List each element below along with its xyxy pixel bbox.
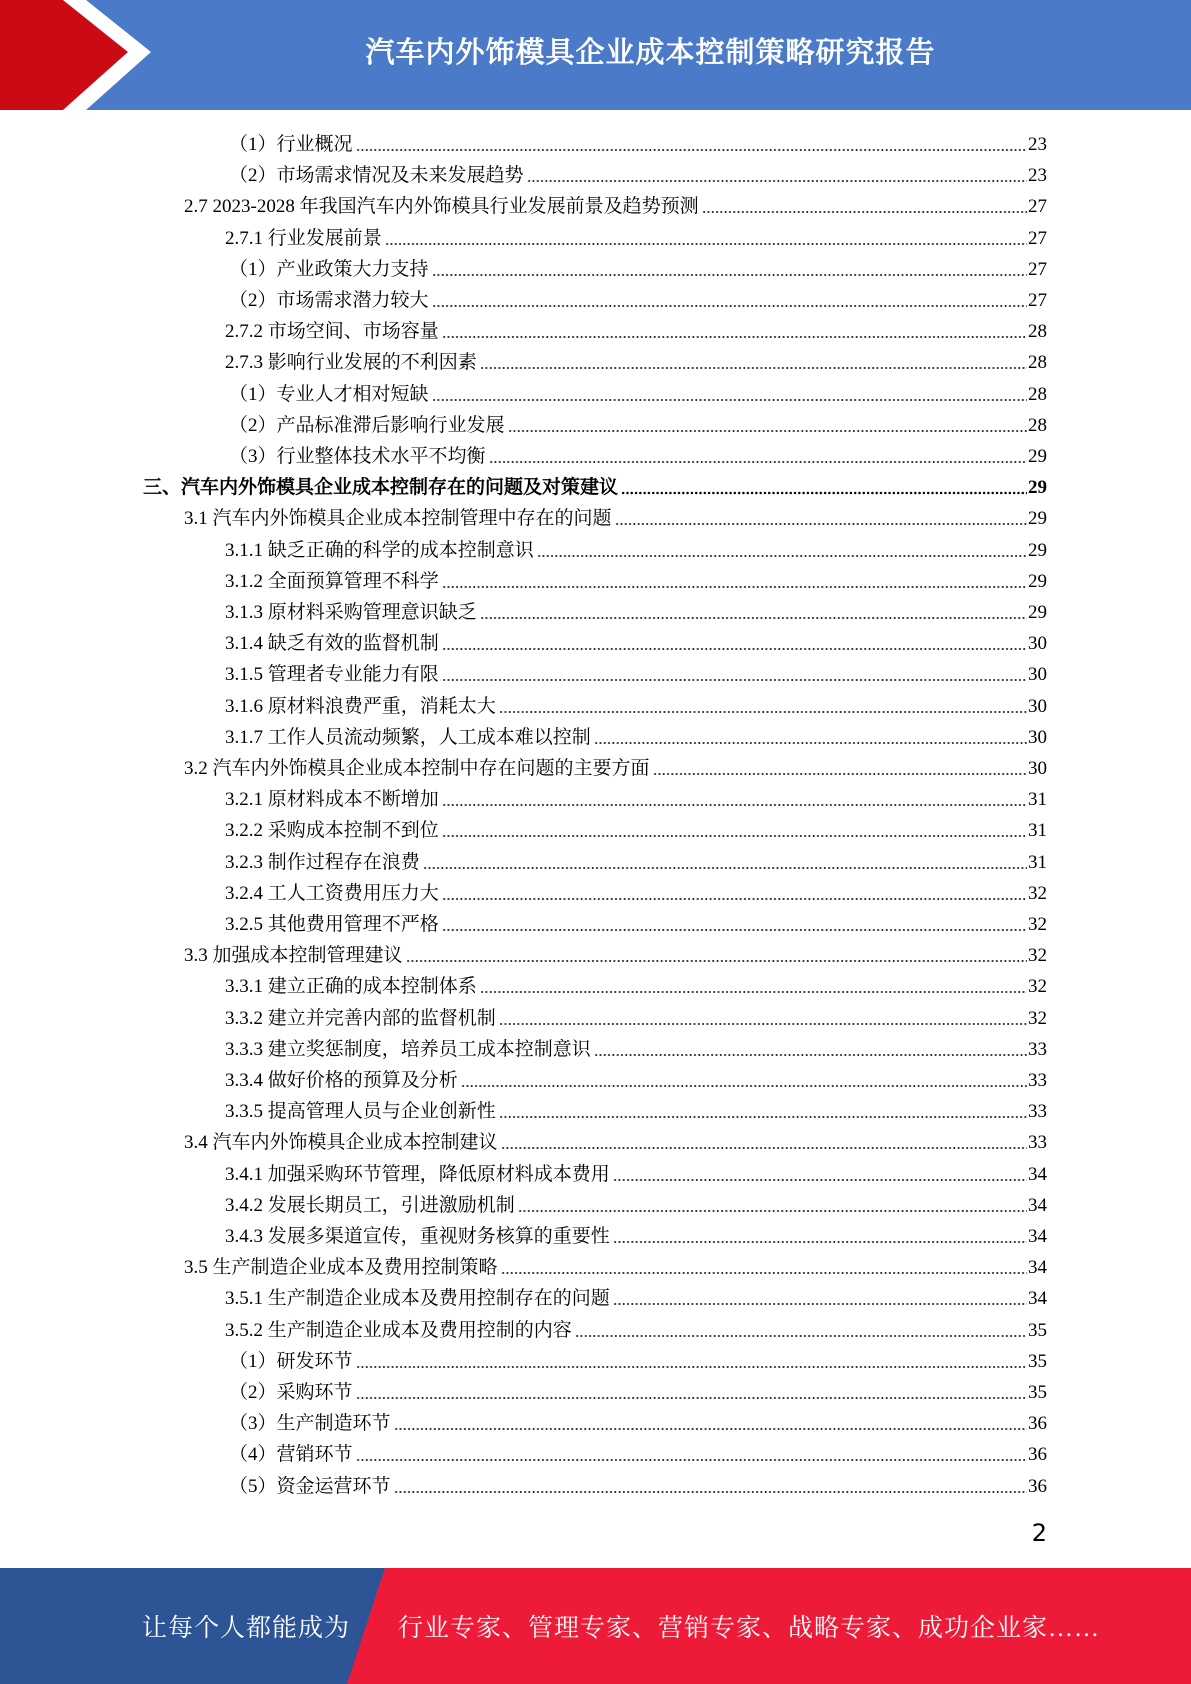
toc-entry-label: （1）产业政策大力支持	[229, 259, 429, 280]
toc-entry-label: （2）产品标准滞后影响行业发展	[229, 415, 505, 436]
toc-entry-label: 3.2.1 原材料成本不断增加	[225, 789, 439, 810]
toc-entry[interactable]	[184, 189, 1047, 220]
toc-entry-page: 36	[1028, 1413, 1047, 1434]
toc-entry-page: 27	[1028, 259, 1047, 280]
toc-dot-leader	[613, 1223, 1027, 1244]
toc-entry[interactable]	[184, 938, 1047, 969]
toc-dot-leader	[575, 1317, 1027, 1338]
toc-entry-page: 30	[1028, 696, 1047, 717]
toc-entry-page: 32	[1028, 1008, 1047, 1029]
toc-entry-label: 2.7.1 行业发展前景	[225, 228, 382, 249]
footer-slogan-right: 行业专家、管理专家、营销专家、战略专家、成功企业家……	[398, 1615, 1101, 1642]
toc-entry[interactable]	[225, 1188, 1047, 1219]
toc-entry-label: （2）市场需求潜力较大	[229, 290, 429, 311]
toc-entry-page: 35	[1028, 1382, 1047, 1403]
toc-entry-page: 35	[1028, 1320, 1047, 1341]
toc-entry-label: 3.4.1 加强采购环节管理，降低原材料成本费用	[225, 1164, 610, 1185]
toc-entry-label: （1）行业概况	[229, 134, 353, 155]
toc-dot-leader	[489, 443, 1027, 464]
toc-dot-leader	[594, 1036, 1027, 1057]
toc-entry[interactable]	[225, 533, 1047, 564]
toc-dot-leader	[356, 1379, 1027, 1400]
toc-entry-label: （1）研发环节	[229, 1351, 353, 1372]
toc-entry[interactable]	[225, 720, 1047, 751]
toc-dot-leader	[537, 537, 1027, 558]
toc-entry-label: 3.2 汽车内外饰模具企业成本控制中存在问题的主要方面	[184, 758, 650, 779]
toc-entry-label: 3.4 汽车内外饰模具企业成本控制建议	[184, 1132, 498, 1153]
toc-entry-page: 27	[1028, 290, 1047, 311]
toc-entry-page: 35	[1028, 1351, 1047, 1372]
toc-dot-leader	[423, 849, 1027, 870]
toc-dot-leader	[356, 1348, 1027, 1369]
toc-dot-leader	[432, 256, 1027, 277]
toc-entry-label: 3.3.4 做好价格的预算及分析	[225, 1070, 458, 1091]
toc-entry[interactable]	[225, 876, 1047, 907]
toc-entry[interactable]	[225, 1001, 1047, 1032]
footer-slogan-left: 让每个人都能成为	[142, 1615, 351, 1642]
toc-entry-label: 2.7.2 市场空间、市场容量	[225, 321, 439, 342]
toc-dot-leader	[442, 911, 1027, 932]
toc-dot-leader	[406, 942, 1027, 963]
toc-entry-label: 3.4.3 发展多渠道宣传，重视财务核算的重要性	[225, 1226, 610, 1247]
toc-entry[interactable]	[225, 845, 1047, 876]
toc-dot-leader	[613, 1285, 1027, 1306]
toc-entry[interactable]	[225, 1313, 1047, 1344]
toc-entry-page: 29	[1028, 571, 1047, 592]
toc-entry-label: 3.2.4 工人工资费用压力大	[225, 883, 439, 904]
toc-entry-label: 3.5.1 生产制造企业成本及费用控制存在的问题	[225, 1288, 610, 1309]
toc-dot-leader	[518, 1192, 1027, 1213]
toc-dot-leader	[501, 1129, 1027, 1150]
toc-entry-page: 28	[1028, 321, 1047, 342]
toc-dot-leader	[442, 661, 1027, 682]
toc-entry-page: 32	[1028, 945, 1047, 966]
toc-entry-page: 23	[1028, 165, 1047, 186]
toc-dot-leader	[442, 630, 1027, 651]
toc-entry-page: 36	[1028, 1444, 1047, 1465]
toc-entry-page: 29	[1028, 602, 1047, 623]
toc-entry-label: 3.1.6 原材料浪费严重，消耗太大	[225, 696, 496, 717]
toc-dot-leader	[394, 1410, 1027, 1431]
toc-entry-page: 28	[1028, 352, 1047, 373]
toc-dot-leader	[480, 973, 1027, 994]
toc-entry[interactable]	[184, 1250, 1047, 1281]
toc-entry[interactable]	[225, 1219, 1047, 1250]
toc-entry[interactable]	[225, 1094, 1047, 1125]
toc-entry-page: 31	[1028, 820, 1047, 841]
toc-entry-label: 3.1.1 缺乏正确的科学的成本控制意识	[225, 540, 534, 561]
toc-entry-label: 三、汽车内外饰模具企业成本控制存在的问题及对策建议	[143, 477, 619, 498]
toc-entry[interactable]	[229, 439, 1047, 470]
toc-entry[interactable]	[225, 1281, 1047, 1312]
toc-dot-leader	[508, 412, 1027, 433]
toc-dot-leader	[702, 193, 1027, 214]
toc-entry-page: 34	[1028, 1226, 1047, 1247]
toc-dot-leader	[442, 817, 1027, 838]
toc-entry-label: 3.3.1 建立正确的成本控制体系	[225, 976, 477, 997]
toc-dot-leader	[442, 568, 1027, 589]
toc-entry[interactable]	[229, 283, 1047, 314]
toc-entry-label: 2.7.3 影响行业发展的不利因素	[225, 352, 477, 373]
toc-entry[interactable]	[229, 127, 1047, 158]
toc-entry[interactable]	[229, 408, 1047, 439]
toc-dot-leader	[461, 1067, 1027, 1088]
toc-entry[interactable]	[229, 1469, 1047, 1500]
toc-entry[interactable]	[225, 657, 1047, 688]
toc-entry-label: 3.1.3 原材料采购管理意识缺乏	[225, 602, 477, 623]
toc-entry[interactable]	[225, 1063, 1047, 1094]
toc-entry-page: 28	[1028, 384, 1047, 405]
toc-entry-label: （2）采购环节	[229, 1382, 353, 1403]
toc-entry-label: （2）市场需求情况及未来发展趋势	[229, 165, 524, 186]
toc-dot-leader	[615, 505, 1027, 526]
toc-entry-page: 29	[1028, 477, 1047, 498]
page-number: 2	[1031, 1519, 1047, 1547]
toc-entry-label: 3.1.2 全面预算管理不科学	[225, 571, 439, 592]
toc-entry[interactable]	[225, 1032, 1047, 1063]
toc-entry[interactable]	[225, 626, 1047, 657]
toc-entry-page: 27	[1028, 196, 1047, 217]
toc-entry-label: 3.3.5 提高管理人员与企业创新性	[225, 1101, 496, 1122]
toc-entry-label: 3.3.3 建立奖惩制度，培养员工成本控制意识	[225, 1039, 591, 1060]
toc-entry-label: 3.2.3 制作过程存在浪费	[225, 852, 420, 873]
toc-entry-page: 30	[1028, 727, 1047, 748]
toc-entry[interactable]	[225, 689, 1047, 720]
toc-entry[interactable]	[225, 595, 1047, 626]
toc-entry[interactable]	[229, 1375, 1047, 1406]
toc-entry-page: 30	[1028, 758, 1047, 779]
toc-entry-label: 3.2.2 采购成本控制不到位	[225, 820, 439, 841]
toc-entry-label: 3.1.4 缺乏有效的监督机制	[225, 633, 439, 654]
toc-entry[interactable]	[225, 813, 1047, 844]
toc-entry-label: 3.3.2 建立并完善内部的监督机制	[225, 1008, 496, 1029]
toc-entry[interactable]	[225, 907, 1047, 938]
toc-entry-label: 3.3 加强成本控制管理建议	[184, 945, 403, 966]
toc-entry-label: 3.1 汽车内外饰模具企业成本控制管理中存在的问题	[184, 508, 612, 529]
toc-entry-label: （3）生产制造环节	[229, 1413, 391, 1434]
toc-entry[interactable]	[225, 564, 1047, 595]
toc-dot-leader	[480, 349, 1027, 370]
toc-dot-leader	[499, 693, 1027, 714]
toc-dot-leader	[442, 318, 1027, 339]
toc-entry-page: 33	[1028, 1132, 1047, 1153]
toc-entry-page: 30	[1028, 633, 1047, 654]
toc-entry[interactable]	[229, 1344, 1047, 1375]
toc-dot-leader	[499, 1098, 1027, 1119]
toc-dot-leader	[394, 1473, 1027, 1494]
toc-entry-label: 3.1.5 管理者专业能力有限	[225, 664, 439, 685]
toc-entry-page: 34	[1028, 1164, 1047, 1185]
toc-entry-page: 31	[1028, 852, 1047, 873]
toc-entry-label: 2.7 2023-2028 年我国汽车内外饰模具行业发展前景及趋势预测	[184, 196, 699, 217]
toc-entry-page: 23	[1028, 134, 1047, 155]
toc-entry-label: （1）专业人才相对短缺	[229, 384, 429, 405]
toc-dot-leader	[594, 724, 1027, 745]
toc-entry[interactable]	[184, 1125, 1047, 1156]
header-band	[0, 0, 1191, 110]
toc-dot-leader	[442, 786, 1027, 807]
toc-entry[interactable]	[225, 782, 1047, 813]
toc-entry[interactable]	[143, 470, 1047, 501]
toc-entry-page: 33	[1028, 1039, 1047, 1060]
toc-entry-page: 34	[1028, 1288, 1047, 1309]
toc-entry-label: 3.1.7 工作人员流动频繁，人工成本难以控制	[225, 727, 591, 748]
toc-entry-page: 29	[1028, 508, 1047, 529]
toc-dot-leader	[385, 225, 1027, 246]
toc-dot-leader	[442, 880, 1027, 901]
toc-dot-leader	[621, 474, 1027, 495]
toc-entry[interactable]	[225, 345, 1047, 376]
toc-entry[interactable]	[225, 1157, 1047, 1188]
toc-dot-leader	[432, 381, 1027, 402]
toc-entry-page: 29	[1028, 540, 1047, 561]
toc-entry-label: 3.4.2 发展长期员工，引进激励机制	[225, 1195, 515, 1216]
toc-dot-leader	[480, 599, 1027, 620]
toc-entry[interactable]	[184, 501, 1047, 532]
toc-entry-page: 27	[1028, 228, 1047, 249]
toc-entry-label: 3.2.5 其他费用管理不严格	[225, 914, 439, 935]
toc-entry-label: 3.5.2 生产制造企业成本及费用控制的内容	[225, 1320, 572, 1341]
toc-entry-label: （3）行业整体技术水平不均衡	[229, 446, 486, 467]
toc-entry[interactable]	[225, 314, 1047, 345]
toc-entry-page: 34	[1028, 1195, 1047, 1216]
toc-entry-page: 32	[1028, 883, 1047, 904]
toc-entry-label: 3.5 生产制造企业成本及费用控制策略	[184, 1257, 498, 1278]
toc-entry-label: （4）营销环节	[229, 1444, 353, 1465]
toc-entry-page: 36	[1028, 1476, 1047, 1497]
toc-entry-label: （5）资金运营环节	[229, 1476, 391, 1497]
toc-entry-page: 33	[1028, 1101, 1047, 1122]
toc-entry-page: 32	[1028, 976, 1047, 997]
toc-dot-leader	[356, 131, 1027, 152]
toc-entry-page: 32	[1028, 914, 1047, 935]
toc-entry[interactable]	[225, 969, 1047, 1000]
toc-dot-leader	[501, 1254, 1027, 1275]
toc-entry-page: 29	[1028, 446, 1047, 467]
toc-entry[interactable]	[229, 1406, 1047, 1437]
toc-entry[interactable]	[225, 221, 1047, 252]
toc-dot-leader	[499, 1005, 1027, 1026]
report-title: 汽车内外饰模具企业成本控制策略研究报告	[365, 34, 936, 69]
toc-entry-page: 28	[1028, 415, 1047, 436]
toc-entry[interactable]	[229, 252, 1047, 283]
toc-dot-leader	[653, 755, 1027, 776]
toc-entry[interactable]	[184, 751, 1047, 782]
toc-entry[interactable]	[229, 377, 1047, 408]
toc-entry-page: 31	[1028, 789, 1047, 810]
toc-dot-leader	[527, 162, 1027, 183]
toc-entry[interactable]	[229, 158, 1047, 189]
toc-dot-leader	[613, 1161, 1027, 1182]
toc-entry-page: 30	[1028, 664, 1047, 685]
footer-band	[0, 1568, 1191, 1684]
toc-entry-page: 34	[1028, 1257, 1047, 1278]
toc-dot-leader	[356, 1441, 1027, 1462]
toc-entry[interactable]	[229, 1437, 1047, 1468]
toc-entry-page: 33	[1028, 1070, 1047, 1091]
toc-dot-leader	[432, 287, 1027, 308]
